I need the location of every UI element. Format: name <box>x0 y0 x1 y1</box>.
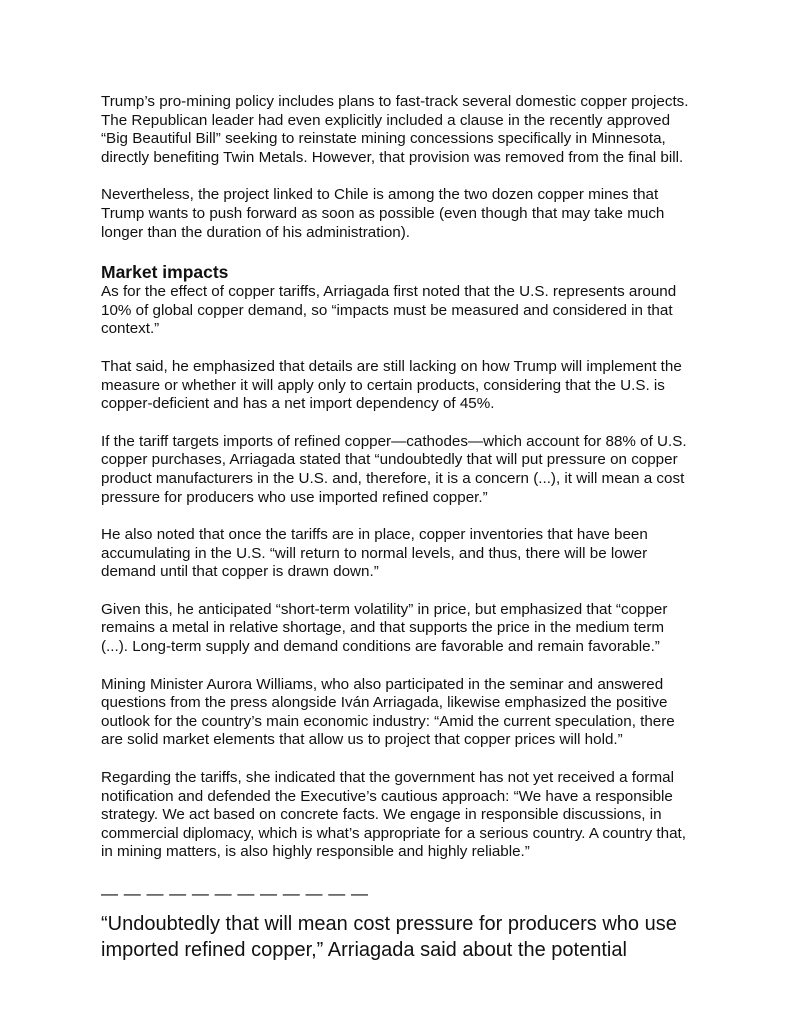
text-line: Regarding the tariffs, she indicated that the government has not yet received a formal <box>101 769 674 787</box>
text-line: “Big Beautiful Bill” seeking to reinstate mining concessions specifically in Minnesota, <box>101 130 666 148</box>
text-line: Nevertheless, the project linked to Chile is among the two dozen copper mines that <box>101 186 659 204</box>
paragraph-mining-minister <box>101 676 711 750</box>
text-line: Mining Minister Aurora Williams, who also participated in the seminar and answered <box>101 675 664 693</box>
text-line: That said, he emphasized that details are still lacking on how Trump will implement the <box>101 357 682 375</box>
text-line: Given this, he anticipated “short-term volatility” in price, but emphasized that “copper <box>101 600 668 618</box>
paragraph-volatility <box>101 601 711 657</box>
text-line: demand until that copper is drawn down.” <box>101 563 379 581</box>
text-line: directly benefiting Twin Metals. However, that provision was removed from the final bill. <box>101 148 684 166</box>
text-line: copper purchases, Arriagada stated that “undoubtedly that will put pressure on copper <box>101 451 678 469</box>
text-line: longer than the duration of his administration). <box>101 223 410 241</box>
text-line: He also noted that once the tariffs are in place, copper inventories that have been <box>101 526 648 544</box>
text-line: outlook for the country’s main economic industry: “Amid the current speculation, there <box>101 712 675 730</box>
text-line: commercial diplomacy, which is what’s appropriate for a serious country. A country that, <box>101 824 686 842</box>
text-line: notification and defended the Executive’s cautious approach: “We have a responsible <box>101 787 673 805</box>
text-line: (...). Long-term supply and demand conditions are favorable and remain favorable.” <box>101 638 660 656</box>
text-line: context.” <box>101 320 160 338</box>
section-heading-market-impacts: Market impacts <box>101 262 229 283</box>
text-line: measure or whether it will apply only to certain products, considering that the U.S. is <box>101 376 665 394</box>
text-line: Trump’s pro-mining policy includes plans to fast-track several domestic copper projects. <box>101 93 689 110</box>
text-line: copper-deficient and has a net import dependency of 45%. <box>101 395 495 413</box>
paragraph-refined-copper <box>101 433 711 507</box>
pull-quote-line: imported refined copper,” Arriagada said about the potential <box>101 939 627 961</box>
paragraph-chile-project <box>101 186 711 242</box>
text-line: Trump wants to push forward as soon as possible (even though that may take much <box>101 204 665 222</box>
article-page <box>101 93 711 963</box>
text-line: strategy. We act based on concrete facts. We engage in responsible discussions, in <box>101 806 662 824</box>
dash-divider: — — — — — — — — — — — — <box>101 884 369 903</box>
paragraph-mining-policy <box>101 93 711 167</box>
text-line: The Republican leader had even explicitly included a clause in the recently approved <box>101 111 671 129</box>
text-line: product manufacturers in the U.S. and, therefore, it is a concern (...), it will mean a cost <box>101 469 685 487</box>
text-line: If the tariff targets imports of refined copper—cathodes—which account for 88% of U.S. <box>101 432 687 450</box>
text-line: in mining matters, is also highly responsible and highly reliable.” <box>101 843 530 861</box>
paragraph-government-approach <box>101 769 711 862</box>
text-line: pressure for producers who use imported refined copper.” <box>101 488 488 506</box>
text-line: As for the effect of copper tariffs, Arriagada first noted that the U.S. represents around <box>101 283 677 301</box>
pull-quote-line: “Undoubtedly that will mean cost pressure for producers who use <box>101 913 677 935</box>
pull-quote <box>101 911 711 963</box>
paragraph-inventories <box>101 526 711 582</box>
text-line: 10% of global copper demand, so “impacts must be measured and considered in that <box>101 301 673 319</box>
paragraph-details-lacking <box>101 358 711 414</box>
text-line: remains a metal in relative shortage, and that supports the price in the medium term <box>101 619 665 637</box>
text-line: accumulating in the U.S. “will return to normal levels, and thus, there will be lower <box>101 544 648 562</box>
text-line: questions from the press alongside Iván Arriagada, likewise emphasized the positive <box>101 694 668 712</box>
paragraph-tariff-effect <box>101 283 711 339</box>
text-line: are solid market elements that allow us to project that copper prices will hold.” <box>101 731 623 749</box>
